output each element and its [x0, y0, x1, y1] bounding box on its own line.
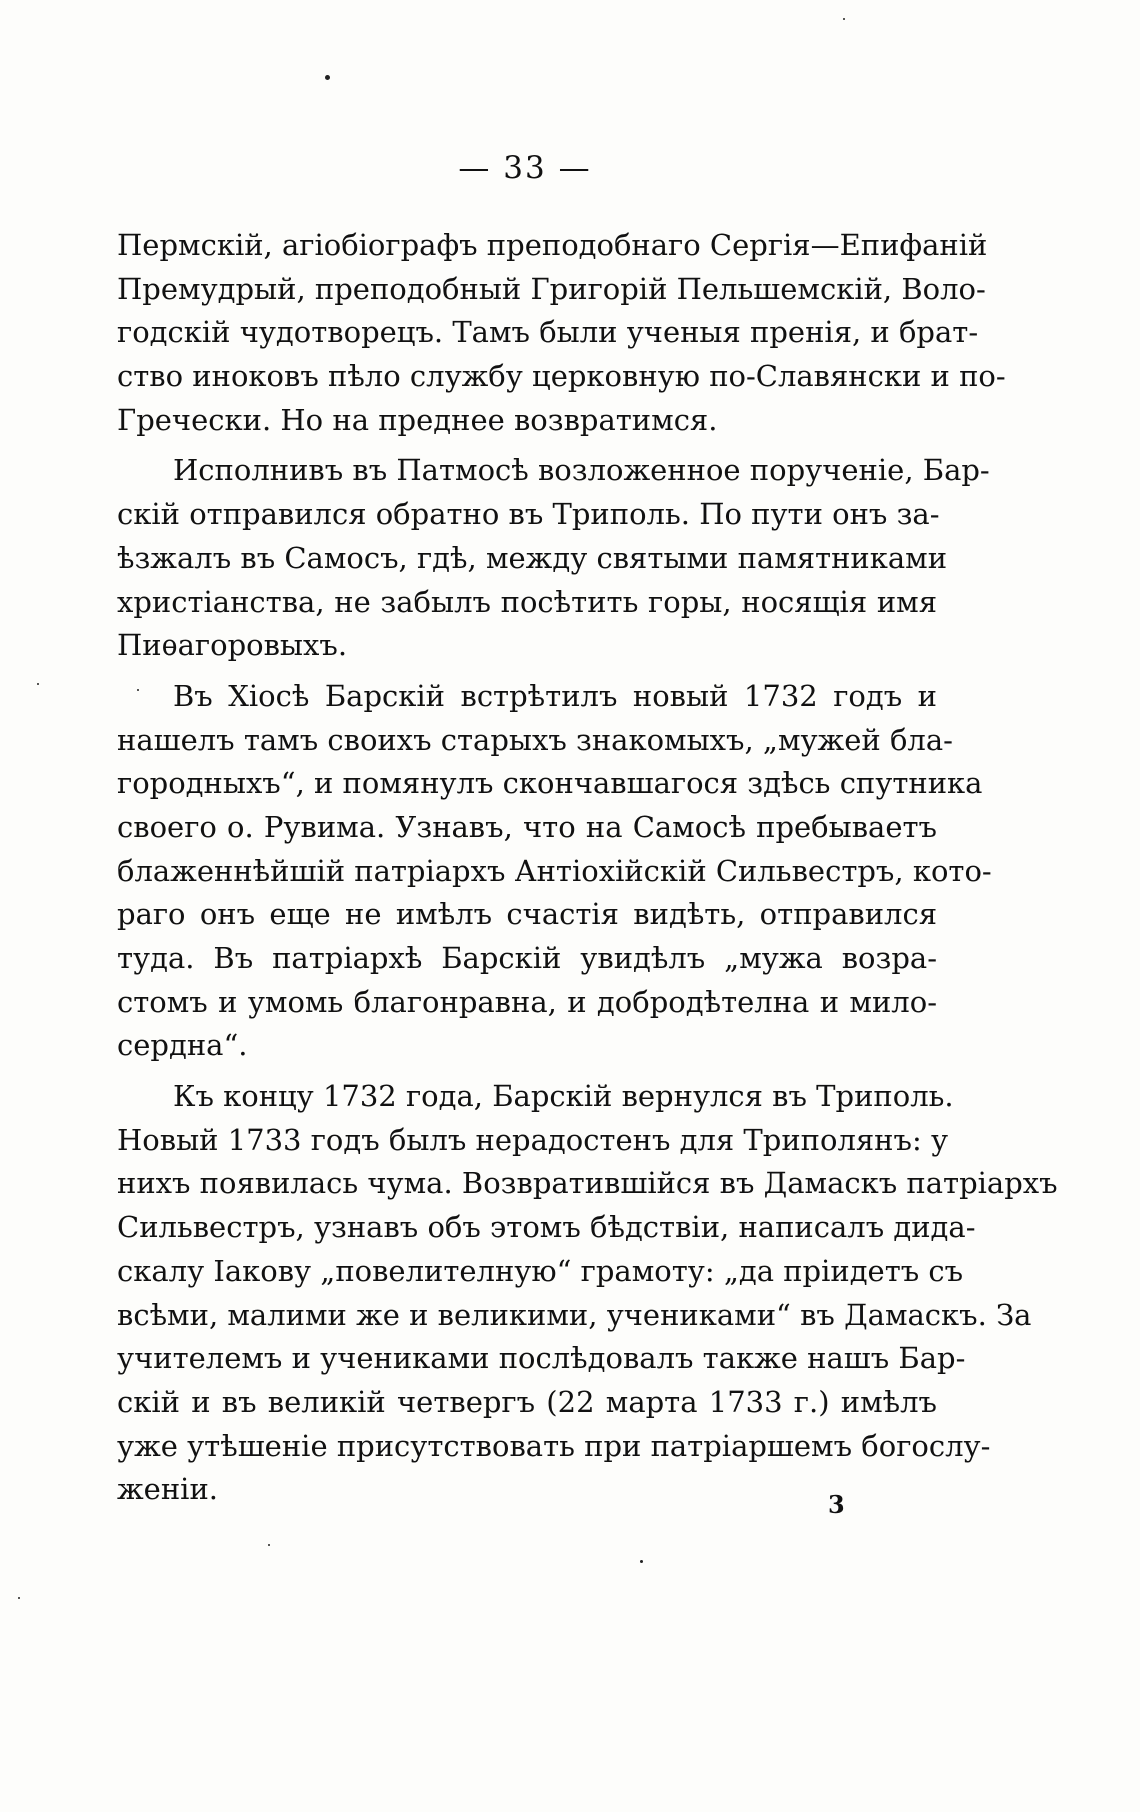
scan-speck	[843, 18, 845, 20]
text-line: Сильвестръ, узнавъ объ этомъ бѣдствіи, написалъ дида-	[117, 1210, 976, 1245]
scan-speck	[37, 683, 39, 685]
text-line: нихъ появилась чума. Возвратившійся въ Дамаскъ патріархъ	[117, 1166, 1058, 1201]
text-line: Пиѳагоровыхъ.	[117, 628, 348, 663]
text-line: годскій чудотворецъ. Тамъ были ученыя пренія, и брат-	[117, 315, 979, 350]
text-line: блаженнѣйшій патріархъ Антіохійскій Сильвестръ, кото-	[117, 853, 992, 888]
text-line: скалу Іакову „повелителную“ грамоту: „да пріидетъ съ	[117, 1253, 964, 1288]
scan-speck	[137, 689, 139, 691]
signature-mark: 3	[828, 1490, 845, 1519]
text-line: стомъ и умомь благонравна, и добродѣтелна и мило-	[117, 984, 937, 1019]
paragraph	[117, 449, 990, 667]
text-line: Въ Хіосѣ Барскій встрѣтилъ новый 1732 годъ и	[173, 678, 937, 713]
body-text	[117, 224, 1058, 1512]
text-line: скій и въ великій четвергъ (22 марта 1733 г.) имѣлъ	[117, 1384, 937, 1419]
text-line: Гречески. Но на преднее возвратимся.	[117, 402, 718, 437]
scan-speck	[640, 1560, 643, 1563]
page-number: — 33 —	[458, 150, 592, 186]
text-line: христіанства, не забылъ посѣтить горы, носящія имя	[117, 584, 937, 619]
text-line: сердна“.	[117, 1028, 248, 1063]
text-line: ѣзжалъ въ Самосъ, гдѣ, между святыми памятниками	[117, 540, 948, 575]
text-line: Къ концу 1732 года, Барскій вернулся въ Триполь.	[173, 1079, 954, 1114]
text-line: ство иноковъ пѣло службу церковную по-Славянски и по-	[117, 359, 1006, 394]
text-line: всѣми, малими же и великими, учениками“ въ Дамаскъ. За	[117, 1297, 1032, 1332]
text-line: учителемъ и учениками послѣдовалъ также нашъ Бар-	[117, 1341, 966, 1376]
paragraph	[117, 1075, 1058, 1512]
scan-speck	[268, 1544, 270, 1546]
text-line: Премудрый, преподобный Григорій Пельшемскій, Воло-	[117, 271, 986, 306]
text-line: скій отправился обратно въ Триполь. По пути онъ за-	[117, 497, 940, 532]
paragraph	[117, 224, 1006, 442]
text-line: Новый 1733 годъ былъ нерадостенъ для Триполянъ: у	[117, 1122, 949, 1157]
text-line: уже утѣшеніе присутствовать при патріаршемъ богослу-	[117, 1428, 991, 1463]
text-line: Исполнивъ въ Патмосѣ возложенное порученіе, Бар-	[173, 453, 990, 488]
text-line: нашелъ тамъ своихъ старыхъ знакомыхъ, „мужей бла-	[117, 722, 953, 757]
scan-speck	[325, 75, 330, 80]
text-line: Пермскій, агіобіографъ преподобнаго Сергія—Епифаній	[117, 228, 988, 262]
text-line: городныхъ“, и помянулъ скончавшагося здѣсь спутника	[117, 766, 983, 801]
text-line: своего о. Рувима. Узнавъ, что на Самосѣ пребываетъ	[117, 809, 937, 844]
paragraph	[117, 675, 992, 1068]
text-line: туда. Въ патріархѣ Барскій увидѣлъ „мужа возра-	[117, 941, 937, 975]
scan-speck	[18, 1597, 20, 1599]
text-line: женіи.	[117, 1472, 218, 1507]
text-line: раго онъ еще не имѣлъ счастія видѣть, отправился	[117, 897, 937, 932]
